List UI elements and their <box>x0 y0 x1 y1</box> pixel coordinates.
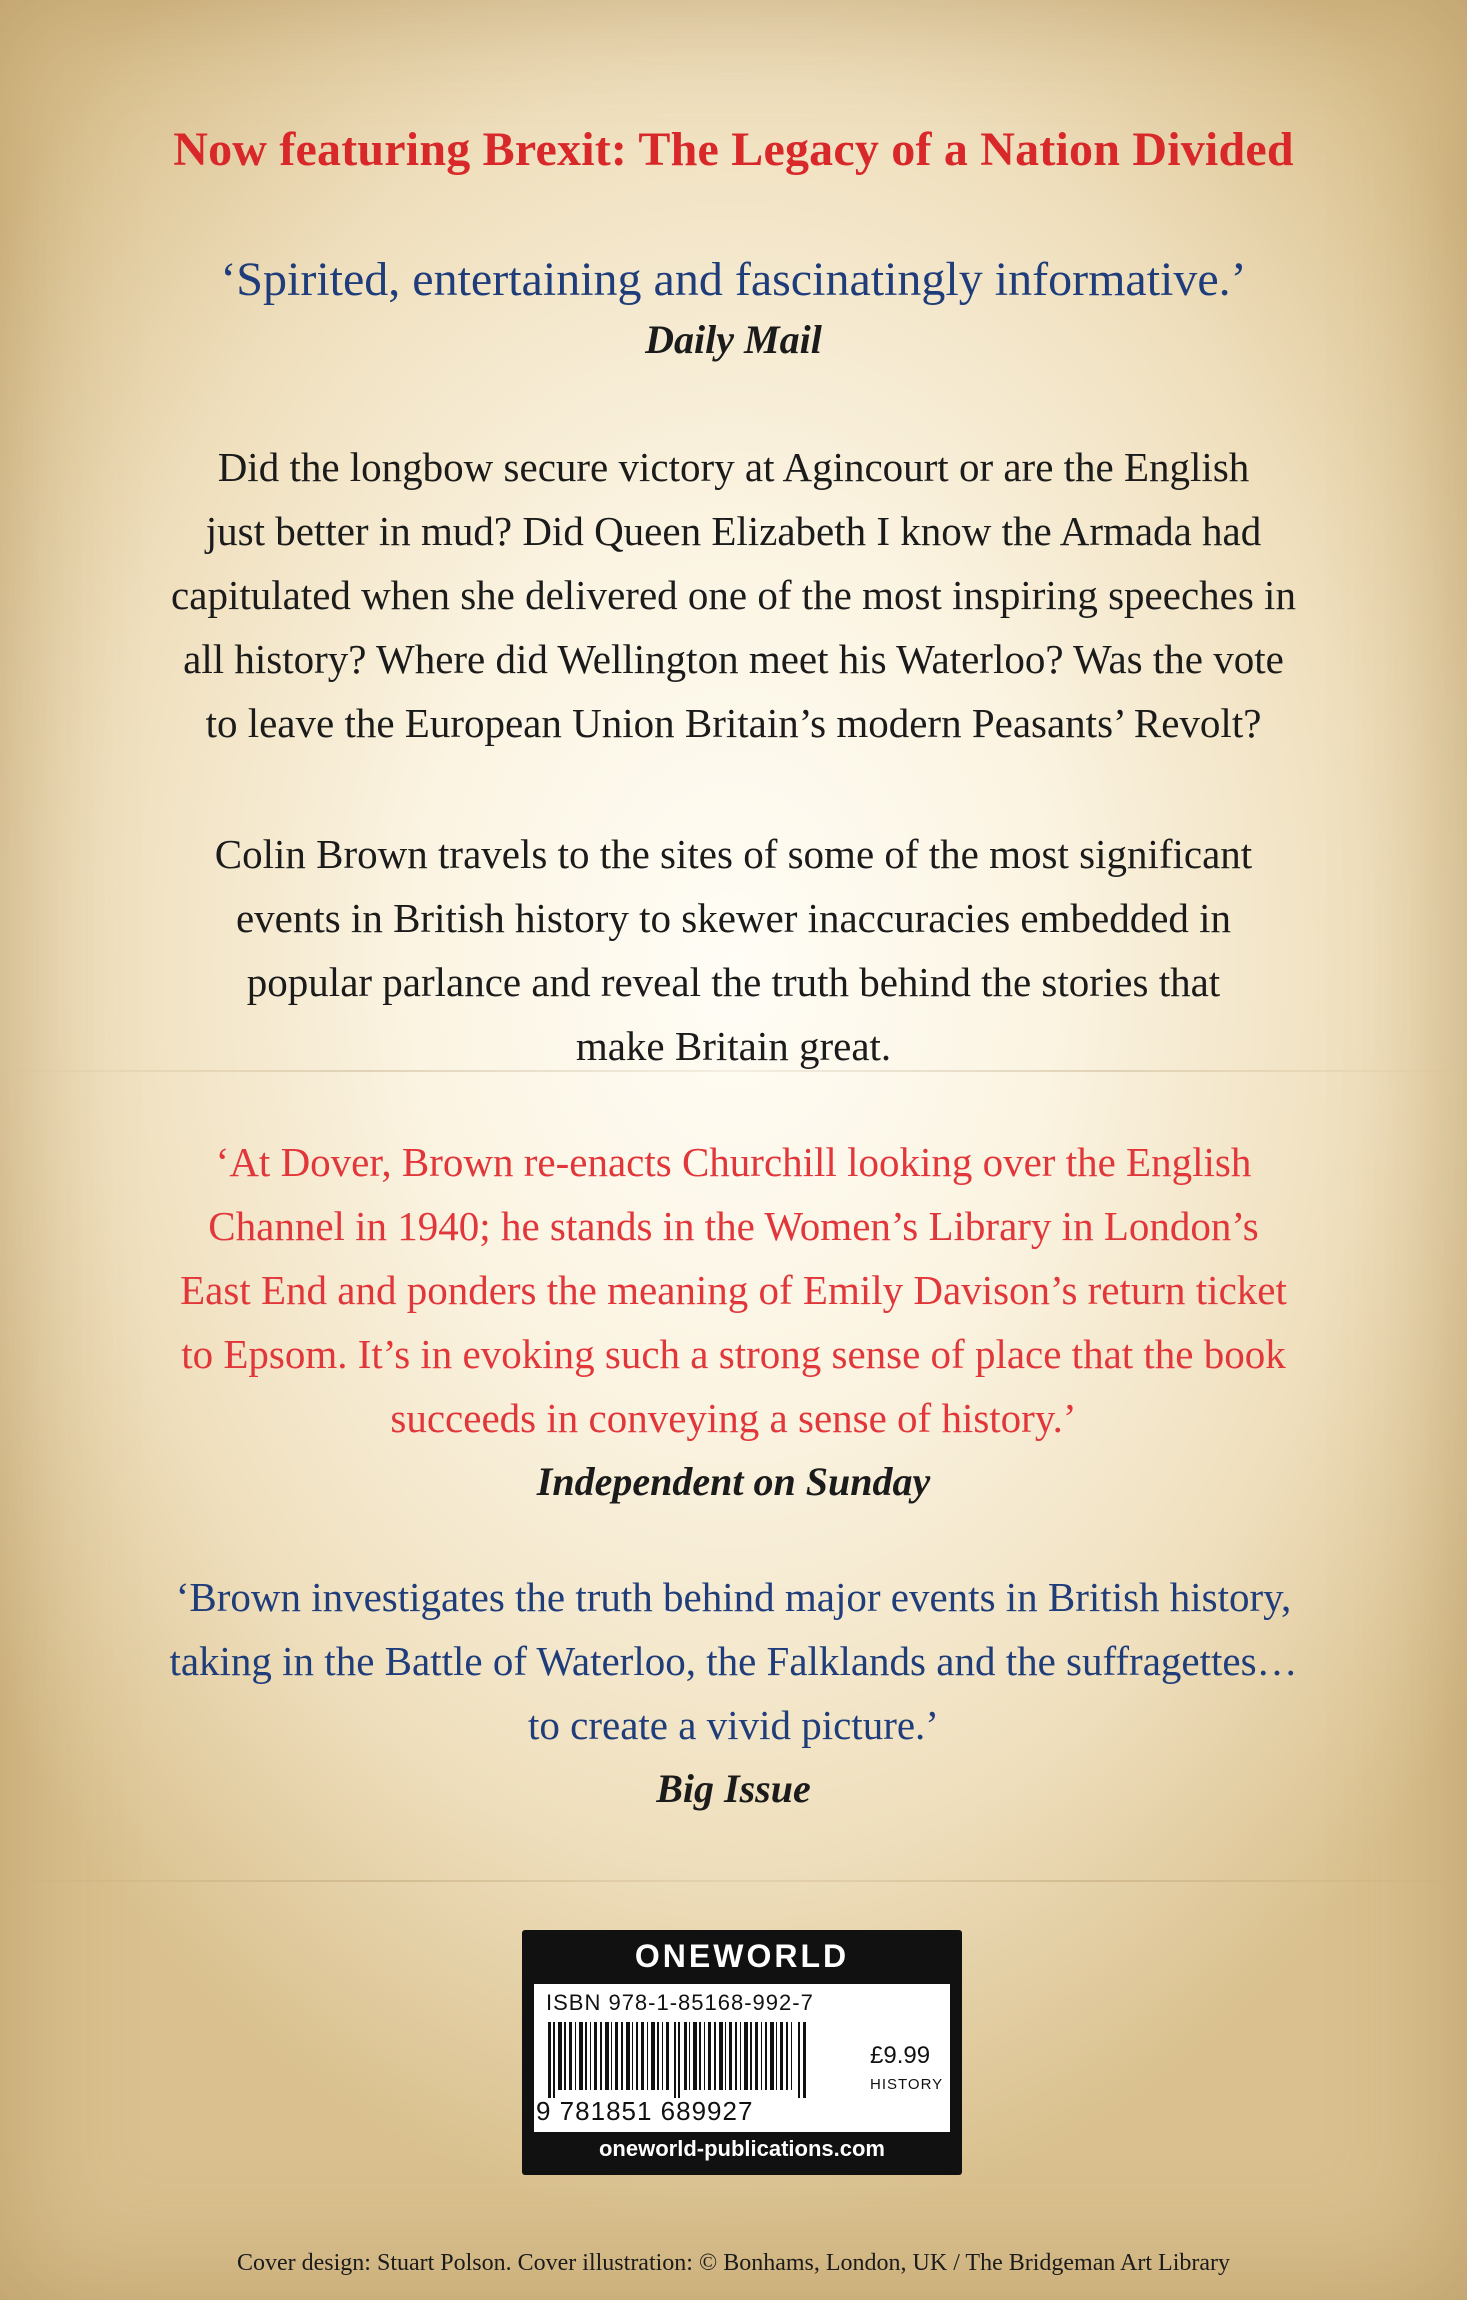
paragraph-line: popular parlance and reveal the truth behind the stories that <box>246 959 1221 1005</box>
paragraph-line: capitulated when she delivered one of the most inspiring speeches in <box>171 572 1296 618</box>
quote-big-issue <box>0 1565 1467 1821</box>
quote-source: Daily Mail <box>645 317 822 362</box>
paragraph-line: just better in mud? Did Queen Elizabeth I know the Armada had <box>205 508 1262 554</box>
quote-line: to Epsom. It’s in evoking such a strong sense of place that the book <box>181 1331 1286 1377</box>
barcode-label <box>534 1984 950 2132</box>
quote-line: ‘Brown investigates the truth behind major events in British history, <box>175 1574 1292 1620</box>
category-label: HISTORY <box>870 2076 944 2093</box>
paragraph-line: events in British history to skewer inaccuracies embedded in <box>235 895 1232 941</box>
description-paragraph-1 <box>0 435 1467 755</box>
quote-line: Channel in 1940; he stands in the Women’s Library in London’s <box>208 1203 1259 1249</box>
quote-line: taking in the Battle of Waterloo, the Falklands and the suffragettes… <box>169 1638 1298 1684</box>
description-paragraph-2 <box>0 822 1467 1078</box>
ean-number: 9 781851 689927 <box>536 2096 754 2126</box>
quote-line: East End and ponders the meaning of Emily Davison’s return ticket <box>180 1267 1287 1313</box>
paragraph-line: Did the longbow secure victory at Agincourt or are the English <box>217 444 1250 490</box>
publisher-logo: ONEWORLD <box>634 1938 850 1974</box>
quote-line: succeeds in conveying a sense of history.’ <box>390 1395 1077 1441</box>
quote-text: ‘Spirited, entertaining and fascinatingly informative.’ <box>220 253 1247 306</box>
cover-credits: Cover design: Stuart Polson. Cover illustration: © Bonhams, London, UK / The Bridgeman Art Library <box>236 2250 1231 2276</box>
publisher-website: oneworld-publications.com <box>598 2136 885 2161</box>
headline: Now featuring Brexit: The Legacy of a Nation Divided <box>173 123 1294 176</box>
quote-source: Big Issue <box>656 1766 811 1811</box>
barcode-panel <box>522 1930 962 2175</box>
price-label: £9.99 <box>870 2042 931 2069</box>
paragraph-line: all history? Where did Wellington meet his Waterloo? Was the vote <box>183 636 1284 682</box>
quote-independent-on-sunday <box>0 1130 1467 1514</box>
isbn-text: ISBN 978-1-85168-992-7 <box>546 1990 814 2015</box>
quote-line: to create a vivid picture.’ <box>528 1702 939 1748</box>
quote-daily-mail <box>0 250 1467 370</box>
paper-crease <box>0 1880 1467 1882</box>
paragraph-line: Colin Brown travels to the sites of some of the most significant <box>214 831 1253 877</box>
quote-source: Independent on Sunday <box>536 1459 931 1504</box>
paragraph-line: make Britain great. <box>575 1023 892 1069</box>
quote-line: ‘At Dover, Brown re-enacts Churchill looking over the English <box>215 1139 1252 1185</box>
paragraph-line: to leave the European Union Britain’s modern Peasants’ Revolt? <box>205 700 1262 746</box>
barcode-bars <box>548 2022 808 2098</box>
